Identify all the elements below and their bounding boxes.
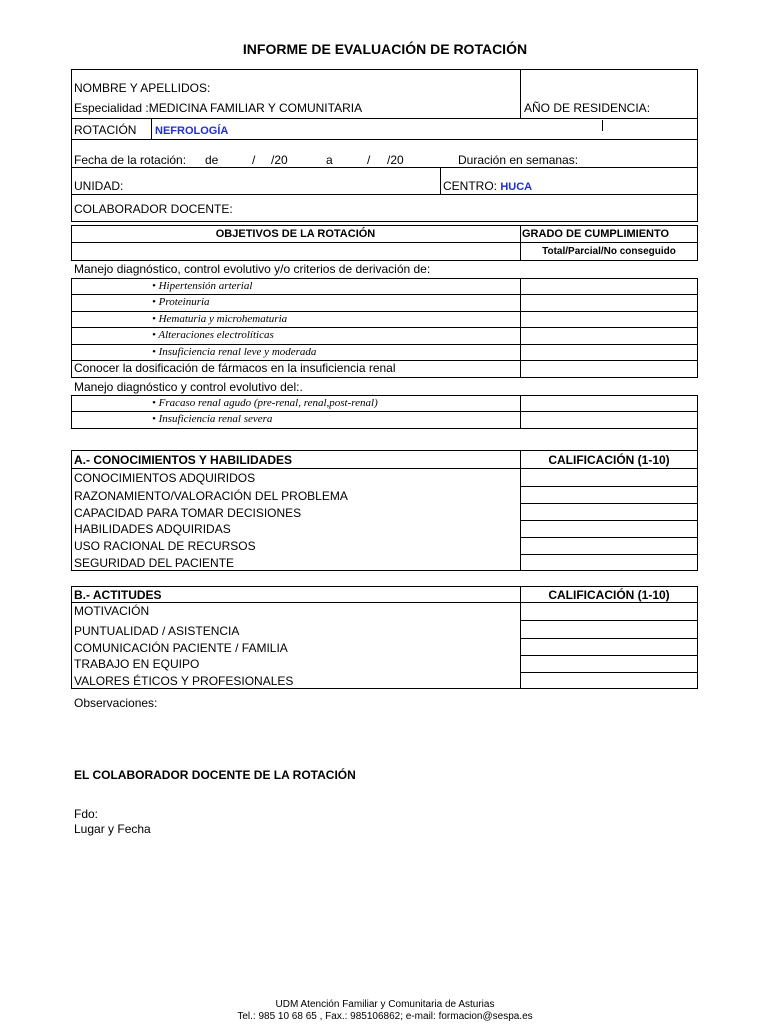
divider	[697, 360, 698, 377]
fecha-de: de	[205, 153, 219, 167]
divider	[71, 602, 698, 603]
fecha-year-1: /20	[271, 153, 288, 167]
divider	[520, 638, 698, 639]
divider	[440, 167, 441, 194]
divider	[71, 428, 698, 429]
divider	[71, 242, 698, 243]
signature-fdo: Fdo:	[74, 807, 99, 821]
divider	[71, 278, 72, 360]
table-row: HABILIDADES ADQUIRIDAS	[74, 522, 231, 536]
centro-row	[443, 179, 532, 194]
list-item: • Fracaso renal agudo (pre-renal, renal,post-renal)	[152, 397, 378, 409]
signature-lugar-fecha: Lugar y Fecha	[74, 822, 151, 836]
list-item: • Hematuria y microhematuria	[152, 313, 288, 325]
list-item: • Alteraciones electrolíticas	[152, 329, 274, 341]
divider	[520, 620, 698, 621]
table-row: USO RACIONAL DE RECURSOS	[74, 539, 256, 553]
divider	[520, 672, 698, 673]
fecha-slash-1: /	[252, 153, 256, 167]
fecha-slash-2: /	[367, 153, 371, 167]
grado-header: GRADO DE CUMPLIMIENTO	[522, 228, 670, 240]
divider	[71, 194, 698, 195]
divider	[151, 118, 152, 139]
observaciones-label: Observaciones:	[74, 696, 158, 710]
divider	[520, 537, 698, 538]
especialidad-row	[74, 101, 362, 115]
unidad-label: UNIDAD:	[74, 179, 124, 193]
page-title: INFORME DE EVALUACIÓN DE ROTACIÓN	[242, 41, 528, 57]
table-row: CAPACIDAD PARA TOMAR DECISIONES	[74, 506, 302, 520]
list-item: • Hipertensión arterial	[152, 280, 253, 292]
divider	[520, 655, 698, 656]
divider	[71, 377, 698, 378]
divider	[71, 360, 72, 377]
divider	[520, 554, 698, 555]
divider	[71, 468, 698, 469]
list-item: • Insuficiencia renal severa	[152, 413, 273, 425]
colaborador-label: COLABORADOR DOCENTE:	[74, 202, 233, 216]
divider	[520, 486, 698, 487]
ano-residencia-label: AÑO DE RESIDENCIA:	[524, 101, 651, 115]
objetivos-group1-title: Manejo diagnóstico, control evolutivo y/o criterios de derivación de:	[74, 262, 431, 276]
divider	[71, 118, 698, 119]
divider	[520, 360, 521, 377]
table-row: VALORES ÉTICOS Y PROFESIONALES	[74, 674, 294, 688]
objetivos-dosificacion: Conocer la dosificación de fármacos en la insuficiencia renal	[74, 361, 396, 375]
section-a-score-header: CALIFICACIÓN (1-10)	[548, 453, 670, 467]
especialidad-label: Especialidad :	[74, 101, 149, 115]
section-b-header: B.- ACTITUDES	[74, 588, 162, 602]
divider	[520, 278, 521, 360]
divider	[71, 139, 698, 140]
divider	[71, 167, 698, 168]
section-a-header: A.- CONOCIMIENTOS Y HABILIDADES	[74, 453, 293, 467]
table-row: COMUNICACIÓN PACIENTE / FAMILIA	[74, 641, 288, 655]
table-row: RAZONAMIENTO/VALORACIÓN DEL PROBLEMA	[74, 489, 348, 503]
section-b-score-header: CALIFICACIÓN (1-10)	[548, 588, 670, 602]
signature-title: EL COLABORADOR DOCENTE DE LA ROTACIÓN	[74, 768, 356, 782]
objetivos-group2-title: Manejo diagnóstico y control evolutivo del:.	[74, 380, 303, 394]
cursor-mark	[602, 120, 603, 131]
divider	[520, 69, 521, 119]
nombre-label: NOMBRE Y APELLIDOS:	[74, 81, 211, 95]
grado-sub: Total/Parcial/No conseguido	[542, 246, 676, 257]
table-row: CONOCIMIENTOS ADQUIRIDOS	[74, 471, 256, 485]
duracion-label: Duración en semanas:	[458, 153, 579, 167]
especialidad-value: MEDICINA FAMILIAR Y COMUNITARIA	[148, 101, 363, 115]
divider	[520, 520, 698, 521]
rotacion-value: NEFROLOGÍA	[155, 125, 229, 137]
divider	[697, 278, 698, 360]
table-row: SEGURIDAD DEL PACIENTE	[74, 556, 235, 570]
table-row: TRABAJO EN EQUIPO	[74, 657, 200, 671]
list-item: • Insuficiencia renal leve y moderada	[152, 346, 317, 358]
fecha-label: Fecha de la rotación:	[74, 153, 187, 167]
divider	[520, 503, 698, 504]
fecha-year-2: /20	[387, 153, 404, 167]
objetivos-header: OBJETIVOS DE LA ROTACIÓN	[215, 228, 376, 240]
list-item: • Proteinuria	[152, 296, 210, 308]
footer-line-1: UDM Atención Familiar y Comunitaria de Asturias	[275, 999, 495, 1010]
table-row: MOTIVACIÓN	[74, 604, 150, 618]
fecha-a: a	[326, 153, 333, 167]
centro-value: HUCA	[500, 181, 533, 193]
centro-label: CENTRO:	[443, 179, 497, 193]
rotacion-label: ROTACIÓN	[74, 123, 137, 137]
table-row: PUNTUALIDAD / ASISTENCIA	[74, 624, 240, 638]
footer-line-2: Tel.: 985 10 68 65 , Fax.: 985106862; e-mail: formacion@sespa.es	[237, 1011, 533, 1022]
divider	[697, 428, 698, 450]
